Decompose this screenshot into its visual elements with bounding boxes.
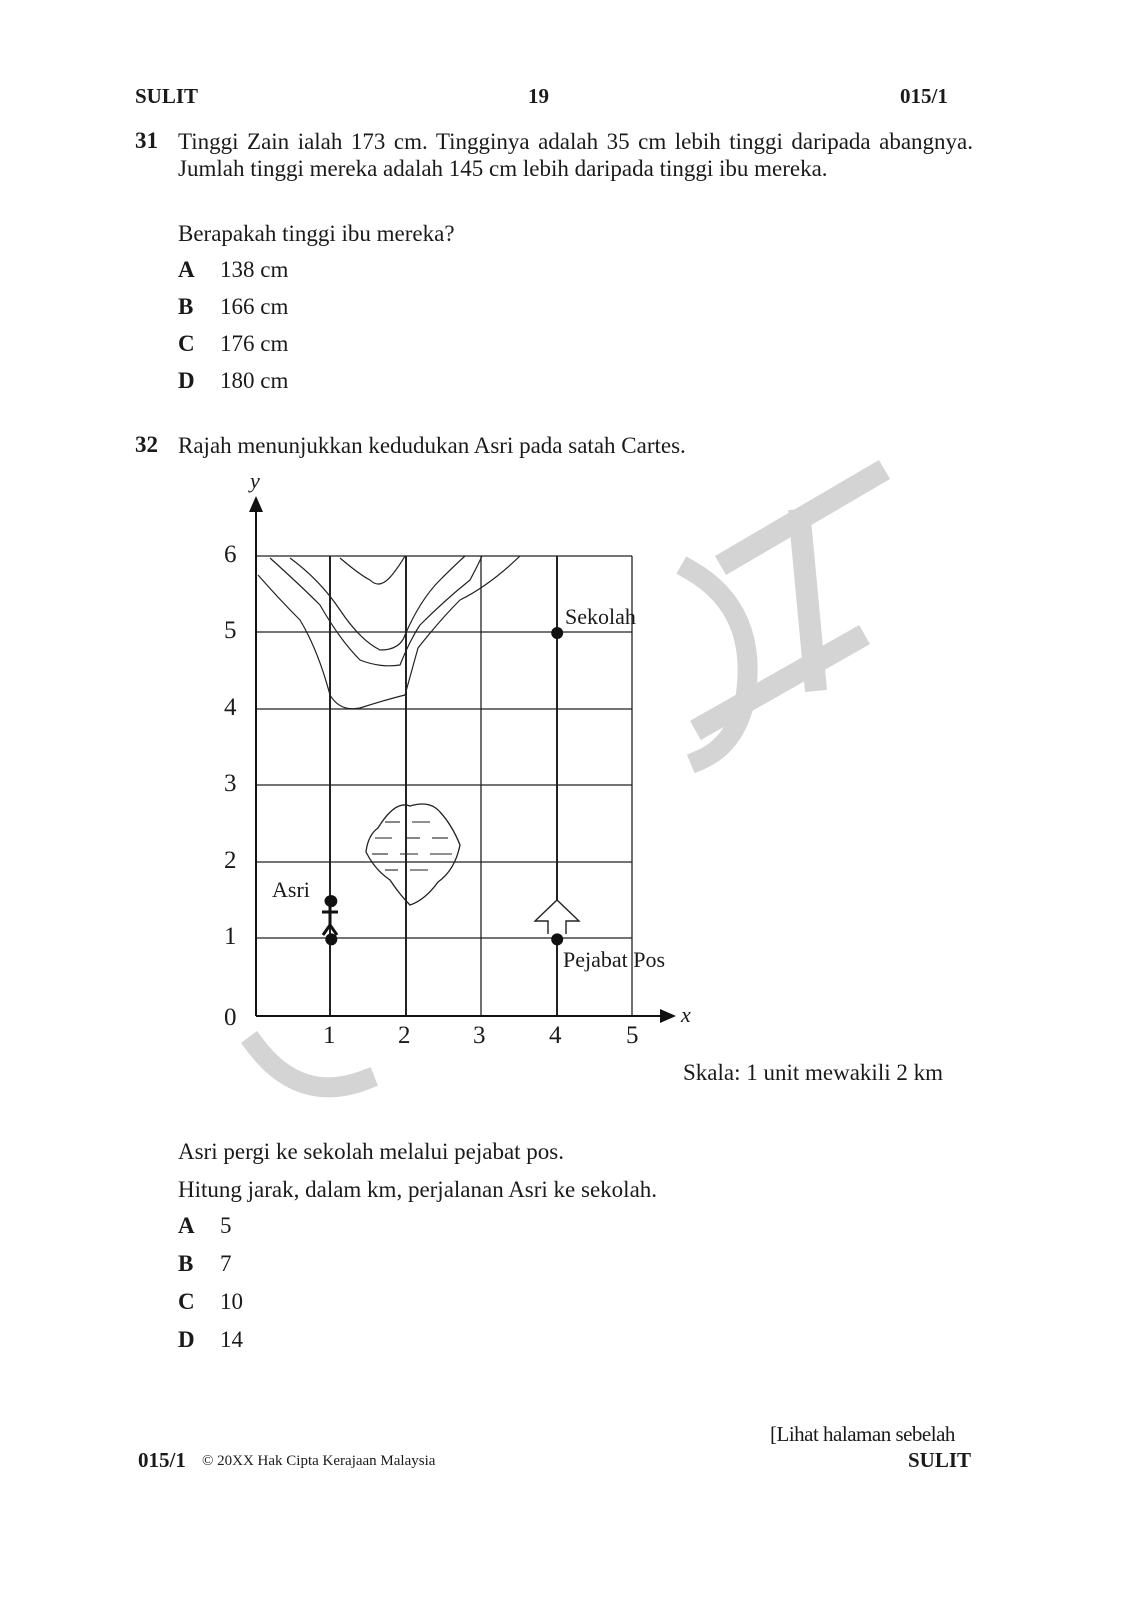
sekolah-label: Sekolah [565,604,636,629]
y-tick-6: 6 [224,541,237,568]
next-page-note: [Lihat halaman sebelah [770,1422,955,1446]
y-tick-3: 3 [224,770,237,797]
x-tick-4: 4 [549,1022,562,1049]
x-tick-2: 2 [398,1022,411,1049]
page-number: 19 [528,84,549,108]
q32-option-c[interactable]: C 10 [178,1289,243,1314]
q31-question: Berapakah tinggi ibu mereka? [178,221,455,246]
q31-option-c[interactable]: C 176 cm [178,331,289,356]
q32-text: Rajah menunjukkan kedudukan Asri pada satah Cartes. [178,433,686,458]
asri-label: Asri [272,877,310,902]
y-tick-5: 5 [224,617,237,644]
q32-option-a[interactable]: A 5 [178,1213,232,1238]
footer-code: 015/1 [138,1448,186,1472]
scale-note: Skala: 1 unit mewakili 2 km [683,1060,943,1085]
y-tick-2: 2 [224,847,237,874]
x-tick-3: 3 [473,1022,486,1049]
q32-question: Hitung jarak, dalam km, perjalanan Asri ke sekolah. [178,1177,658,1202]
header-sulit: SULIT [135,84,199,108]
q31-option-d[interactable]: D 180 cm [178,368,289,393]
x-tick-5: 5 [626,1022,639,1049]
point-asri [325,933,337,945]
paper-code: 015/1 [900,84,948,108]
point-sekolah [551,627,563,639]
y-axis-label: y [250,468,260,493]
q32-text2: Asri pergi ke sekolah melalui pejabat pos. [178,1139,565,1164]
q31-option-b[interactable]: B 166 cm [178,294,289,319]
q32-option-d[interactable]: D 14 [178,1327,243,1352]
footer-sulit: SULIT [908,1448,972,1472]
x-axis-label: x [681,1002,691,1027]
q31-number: 31 [135,128,158,153]
point-asri-head [325,895,337,907]
footer-copyright: © 20XX Hak Cipta Kerajaan Malaysia [202,1453,436,1469]
y-tick-4: 4 [224,694,237,721]
x-tick-1: 1 [323,1022,336,1049]
q31-text: Tinggi Zain ialah 173 cm. Tingginya adalah 35 cm lebih tinggi daripada abangnya. Jumlah tinggi mereka adalah 145 cm lebih daripada tinggi ibu mereka. [178,129,973,181]
point-pejabat-pos [551,933,563,945]
pejabat-pos-label: Pejabat Pos [563,947,666,972]
q31-option-a[interactable]: A 138 cm [178,257,289,282]
y-tick-0: 0 [224,1004,237,1031]
q32-number: 32 [135,432,158,457]
y-tick-1: 1 [224,923,237,950]
q32-option-b[interactable]: B 7 [178,1251,232,1276]
